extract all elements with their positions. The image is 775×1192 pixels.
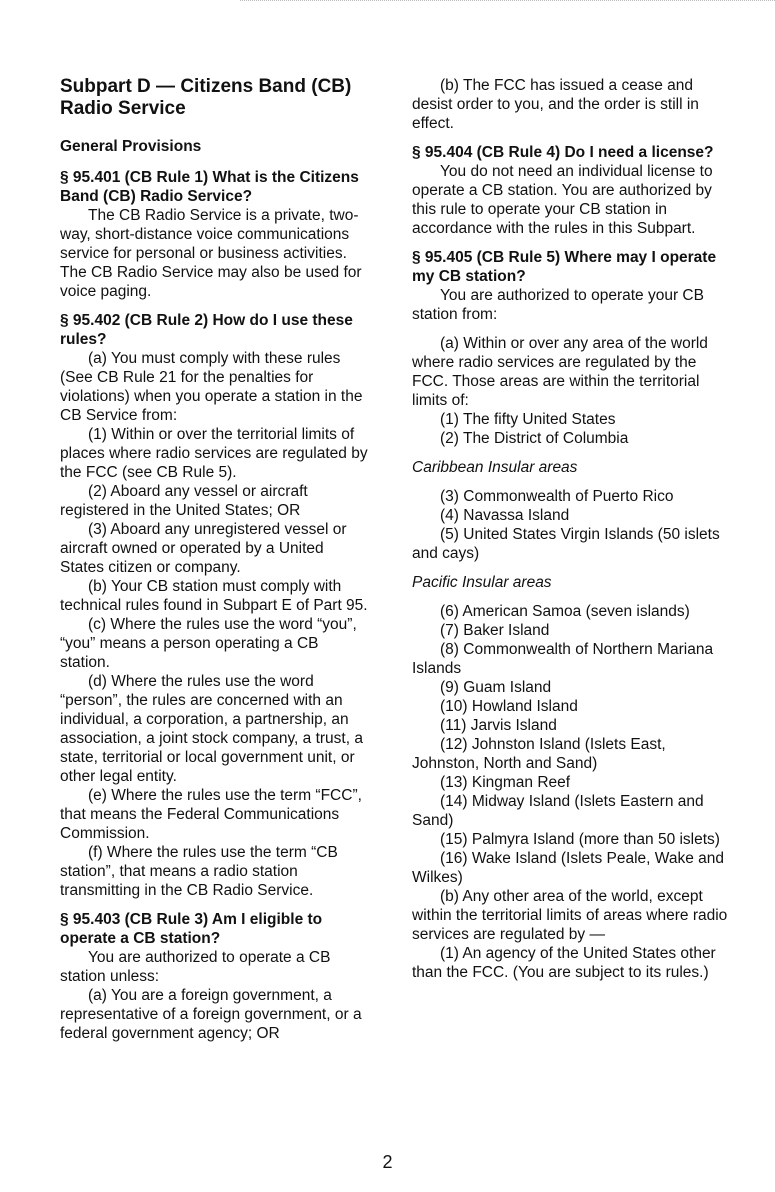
- left-column: [60, 76, 370, 1043]
- general-provisions-heading: General Provisions: [60, 138, 202, 155]
- rule-heading: § 95.403 (CB Rule 3) Am I eligible to operate a CB station?: [60, 911, 323, 947]
- list-item: (8) Commonwealth of Northern Mariana Islands: [412, 641, 714, 677]
- rule-heading: § 95.404 (CB Rule 4) Do I need a license?: [412, 144, 714, 161]
- page-title: Subpart D — Citizens Band (CB) Radio Service: [60, 76, 352, 119]
- paragraph: (b) The FCC has issued a cease and desist order to you, and the order is still in effect.: [412, 77, 699, 132]
- right-column: [412, 76, 728, 982]
- paragraph: You are authorized to operate a CB station unless:: [60, 949, 331, 985]
- list-item: (6) American Samoa (seven islands): [440, 603, 690, 620]
- paragraph: (a) Within or over any area of the world where radio services are regulated by the FCC. Those areas are within the territorial limits of:: [412, 335, 708, 409]
- list-item: (14) Midway Island (Islets Eastern and Sand): [412, 793, 704, 829]
- subheading-pacific: Pacific Insular areas: [412, 574, 552, 591]
- list-item: (4) Navassa Island: [440, 507, 570, 524]
- page-number: 2: [382, 1152, 393, 1172]
- paragraph: (3) Aboard any unregistered vessel or aircraft owned or operated by a United States citizen or company.: [60, 521, 347, 576]
- list-item: (12) Johnston Island (Islets East, Johnston, North and Sand): [412, 736, 666, 772]
- left-column-body: [60, 168, 370, 1043]
- rule-heading: § 95.401 (CB Rule 1) What is the Citizens Band (CB) Radio Service?: [60, 169, 359, 205]
- paragraph: (e) Where the rules use the term “FCC”, that means the Federal Communications Commission.: [60, 787, 362, 842]
- paragraph: (a) You are a foreign government, a representative of a foreign government, or a federal government agency; OR: [60, 987, 362, 1042]
- list-item: (3) Commonwealth of Puerto Rico: [440, 488, 674, 505]
- paragraph: You are authorized to operate your CB station from:: [412, 287, 704, 323]
- paragraph: You do not need an individual license to operate a CB station. You are authorized by this rule to operate your CB station in accordance with the rules in this Subpart.: [412, 163, 713, 237]
- paragraph: The CB Radio Service is a private, two-way, short-distance voice communications service for personal or business activities. The CB Radio Service may also be used for voice paging.: [60, 207, 362, 300]
- paragraph: (d) Where the rules use the word “person”, the rules are concerned with an individual, a corporation, a partnership, an association, a joint stock company, a trust, a state, territorial or local government unit, or other legal entity.: [60, 673, 363, 785]
- paragraph: (c) Where the rules use the word “you”, “you” means a person operating a CB station.: [60, 616, 357, 671]
- list-item: (7) Baker Island: [440, 622, 550, 639]
- paragraph: (1) An agency of the United States other than the FCC. (You are subject to its rules.): [412, 945, 716, 981]
- subheading-caribbean: Caribbean Insular areas: [412, 459, 578, 476]
- list-item: (9) Guam Island: [440, 679, 552, 696]
- paragraph: (1) Within or over the territorial limits of places where radio services are regulated by the FCC (see CB Rule 5).: [60, 426, 368, 481]
- list-item: (10) Howland Island: [440, 698, 578, 715]
- paragraph: (2) Aboard any vessel or aircraft registered in the United States; OR: [60, 483, 308, 519]
- paragraph: (a) You must comply with these rules (See CB Rule 21 for the penalties for violations) when you operate a station in the CB Service from:: [60, 350, 363, 424]
- rule-heading: § 95.405 (CB Rule 5) Where may I operate my CB station?: [412, 249, 717, 285]
- rule-heading: § 95.402 (CB Rule 2) How do I use these rules?: [60, 312, 353, 348]
- list-item: (2) The District of Columbia: [440, 430, 629, 447]
- list-item: (15) Palmyra Island (more than 50 islets): [440, 831, 720, 848]
- list-item: (13) Kingman Reef: [440, 774, 571, 791]
- list-item: (5) United States Virgin Islands (50 islets and cays): [412, 526, 720, 562]
- paragraph: (f) Where the rules use the term “CB station”, that means a radio station transmitting in the CB Radio Service.: [60, 844, 338, 899]
- list-item: (1) The fifty United States: [440, 411, 616, 428]
- top-edge-scan-line: [240, 0, 775, 3]
- paragraph: (b) Your CB station must comply with technical rules found in Subpart E of Part 95.: [60, 578, 368, 614]
- list-item: (16) Wake Island (Islets Peale, Wake and Wilkes): [412, 850, 725, 886]
- list-item: (11) Jarvis Island: [440, 717, 557, 734]
- paragraph: (b) Any other area of the world, except within the territorial limits of areas where radio services are regulated by —: [412, 888, 728, 943]
